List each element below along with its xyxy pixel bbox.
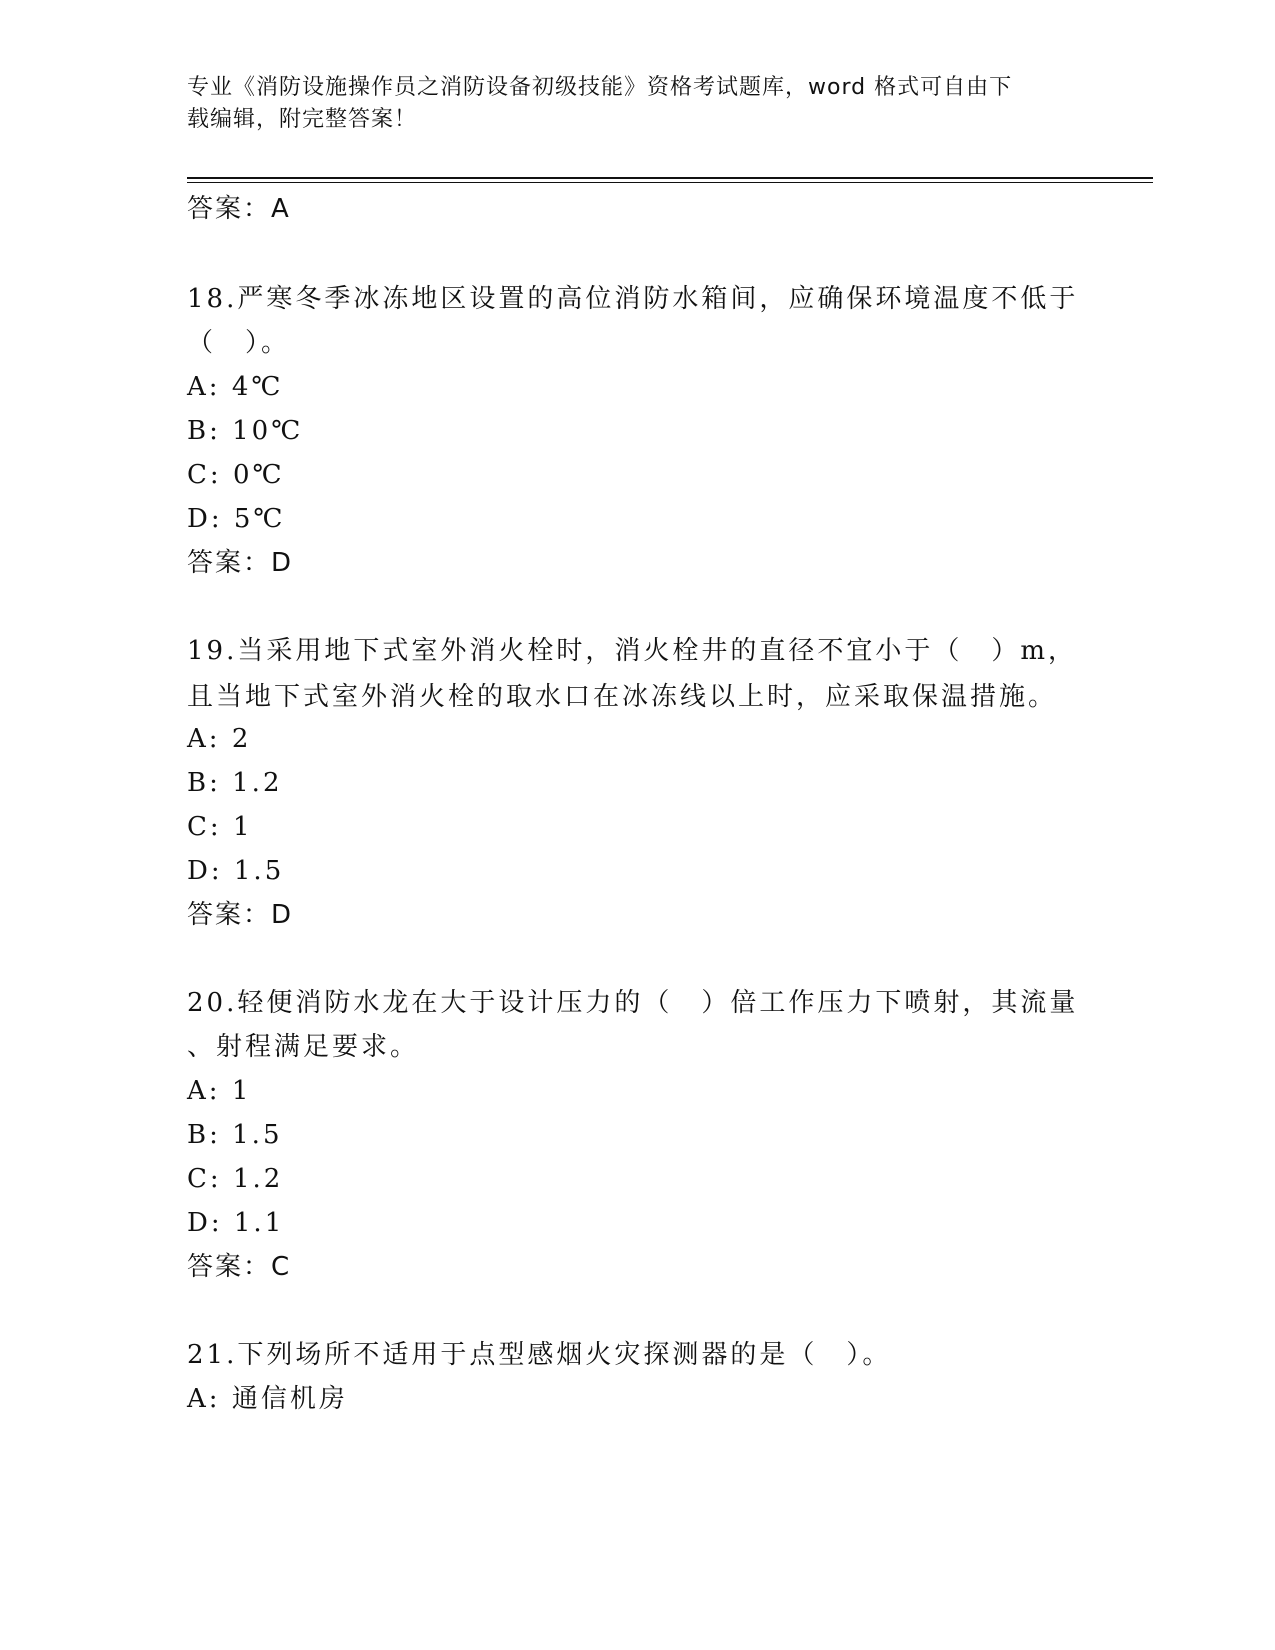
question-19-option-c: C: 1 xyxy=(187,812,253,842)
option-letter: D xyxy=(187,856,211,886)
question-18-option-c: C: 0℃ xyxy=(187,460,285,490)
option-letter: C xyxy=(187,812,210,842)
question-21-stem-line-1: 21.下列场所不适用于点型感烟火灾探测器的是（ ）。 xyxy=(187,1340,892,1370)
option-text: 通信机房 xyxy=(231,1384,348,1414)
option-text: 1 xyxy=(232,812,253,842)
question-19-option-a: A: 2 xyxy=(187,724,252,754)
question-19-option-b: B: 1.2 xyxy=(187,768,283,798)
option-letter: B xyxy=(187,416,210,446)
question-19-answer: 答案：D xyxy=(187,900,294,930)
option-text: 1.2 xyxy=(232,768,283,798)
question-19-option-d: D: 1.5 xyxy=(187,856,285,886)
question-19-stem-line-2: 且当地下式室外消火栓的取水口在冰冻线以上时，应采取保温措施。 xyxy=(187,682,1058,712)
header-divider-thick xyxy=(187,177,1153,179)
option-letter: A xyxy=(187,372,209,402)
header-divider-thin xyxy=(187,182,1153,183)
option-text: 1.1 xyxy=(233,1208,285,1238)
question-20-option-a: A: 1 xyxy=(187,1076,252,1106)
option-text: 2 xyxy=(231,724,252,754)
option-text: 10℃ xyxy=(232,416,304,446)
option-letter: A xyxy=(187,1076,209,1106)
question-20-stem-line-2: 、射程满足要求。 xyxy=(187,1032,420,1062)
question-18-option-b: B: 10℃ xyxy=(187,416,304,446)
option-text: 0℃ xyxy=(232,460,285,490)
option-letter: C xyxy=(187,460,210,490)
question-20-option-b: B: 1.5 xyxy=(187,1120,283,1150)
option-text: 1 xyxy=(231,1076,252,1106)
question-20-option-c: C: 1.2 xyxy=(187,1164,284,1194)
question-20-answer: 答案：C xyxy=(187,1252,292,1282)
option-letter: D xyxy=(187,1208,211,1238)
question-18-answer: 答案：D xyxy=(187,548,294,578)
question-18-option-d: D: 5℃ xyxy=(187,504,286,534)
question-20-option-d: D: 1.1 xyxy=(187,1208,285,1238)
option-letter: C xyxy=(187,1164,210,1194)
option-text: 4℃ xyxy=(231,372,284,402)
option-letter: A xyxy=(187,724,209,754)
header-line-2: 载编辑，附完整答案！ xyxy=(187,107,418,132)
document-header xyxy=(187,72,1067,136)
question-18-option-a: A: 4℃ xyxy=(187,372,284,402)
option-letter: B xyxy=(187,1120,210,1150)
question-19-stem-line-1: 19.当采用地下式室外消火栓时，消火栓井的直径不宜小于（ ）m， xyxy=(187,636,1078,666)
previous-answer: 答案：A xyxy=(187,194,291,224)
question-18-stem-line-1: 18.严寒冬季冰冻地区设置的高位消防水箱间，应确保环境温度不低于 xyxy=(187,284,1079,314)
option-letter: D xyxy=(187,504,211,534)
header-line-1: 专业《消防设施操作员之消防设备初级技能》资格考试题库，word 格式可自由下 xyxy=(187,75,1013,100)
option-text: 1.5 xyxy=(233,856,285,886)
option-text: 5℃ xyxy=(233,504,286,534)
question-20-stem-line-1: 20.轻便消防水龙在大于设计压力的（ ）倍工作压力下喷射，其流量 xyxy=(187,988,1079,1018)
option-letter: B xyxy=(187,768,210,798)
option-text: 1.2 xyxy=(232,1164,284,1194)
option-letter: A xyxy=(187,1384,209,1414)
question-18-stem-line-2: （ ）。 xyxy=(187,328,291,358)
question-21-option-a: A: 通信机房 xyxy=(187,1384,348,1414)
option-text: 1.5 xyxy=(232,1120,283,1150)
